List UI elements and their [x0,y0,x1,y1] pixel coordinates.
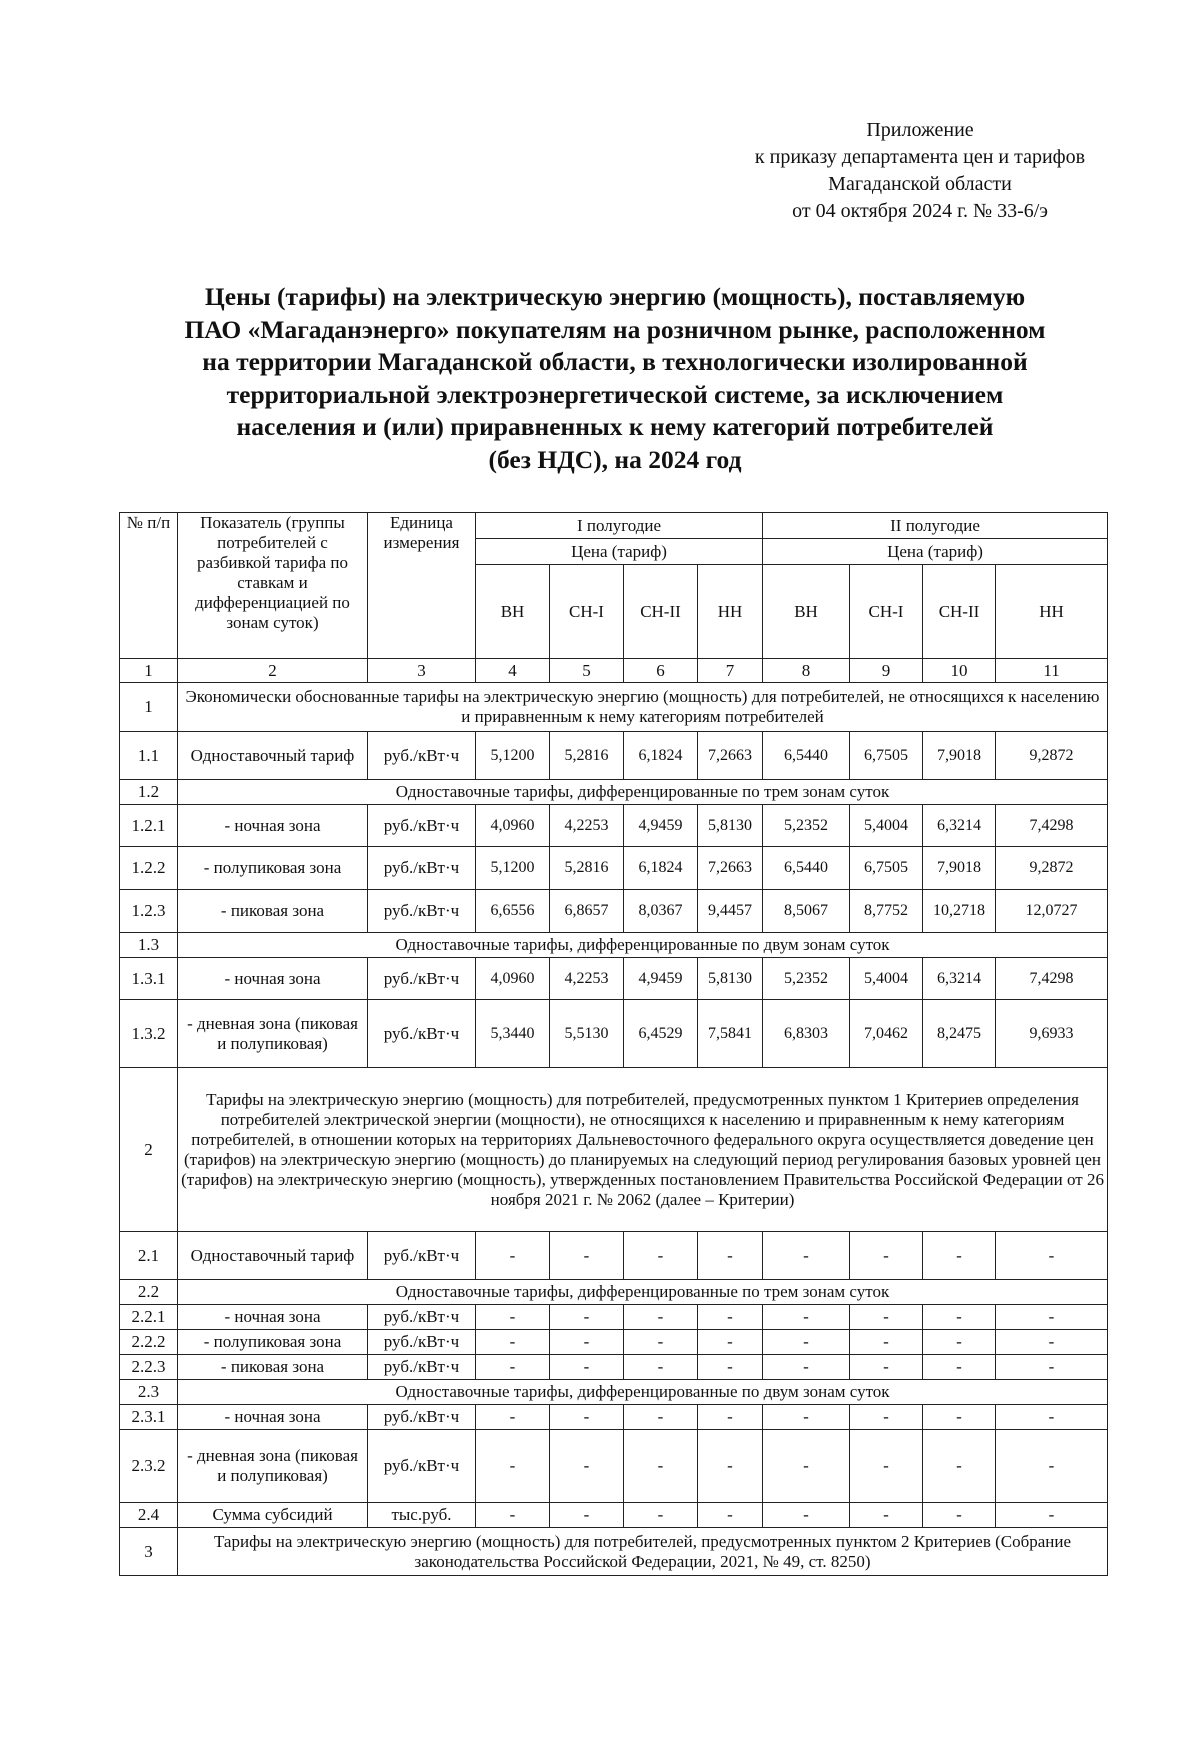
value-cell: 5,2816 [550,847,624,890]
group-label: Одноставочные тарифы, дифференцированные по двум зонам суток [178,1380,1108,1405]
row-label: - пиковая зона [178,890,368,933]
value-cell: 9,6933 [996,1000,1108,1068]
value-cell: - [763,1305,850,1330]
value-cell: - [850,1355,923,1380]
value-cell: 5,8130 [698,805,763,847]
title-line: (без НДС), на 2024 год [488,444,742,474]
row-label: Одноставочный тариф [178,1232,368,1280]
value-cell: - [923,1355,996,1380]
value-cell: 7,2663 [698,732,763,780]
value-cell: - [698,1503,763,1528]
value-cell: - [624,1305,698,1330]
row-unit: руб./кВт·ч [368,1305,476,1330]
group-label: Одноставочные тарифы, дифференцированные по трем зонам суток [178,780,1108,805]
value-cell: 7,9018 [923,732,996,780]
group-row [120,1280,1108,1305]
title-line: ПАО «Магаданэнерго» покупателям на розничном рынке, расположенном [184,314,1046,344]
value-cell: - [923,1503,996,1528]
table-row [120,732,1108,780]
value-cell: - [550,1405,624,1430]
row-unit: руб./кВт·ч [368,732,476,780]
value-cell: - [996,1503,1108,1528]
value-cell: 5,3440 [476,1000,550,1068]
level-header: ВН [763,565,850,659]
value-cell: - [698,1305,763,1330]
value-cell: 6,5440 [763,847,850,890]
document-title [110,281,1120,476]
row-num: 1.2.2 [120,847,178,890]
row-num: 2 [120,1068,178,1232]
row-num: 1.2.1 [120,805,178,847]
value-cell: 6,8657 [550,890,624,933]
value-cell: 6,3214 [923,958,996,1000]
row-num: 1.3.1 [120,958,178,1000]
row-num: 3 [120,1528,178,1576]
appendix-order-date: от 04 октября 2024 г. № 33-6/э [792,200,1048,222]
value-cell: 6,1824 [624,847,698,890]
value-cell: - [550,1355,624,1380]
value-cell: - [850,1405,923,1430]
table-row [120,1355,1108,1380]
header-half2: II полугодие [763,513,1108,539]
header-unit: Единица измерения [368,513,476,659]
row-label: Одноставочный тариф [178,732,368,780]
section-row [120,1068,1108,1232]
column-number: 1 [120,659,178,683]
column-number: 7 [698,659,763,683]
value-cell: - [763,1430,850,1503]
row-label: - ночная зона [178,1305,368,1330]
value-cell: - [476,1503,550,1528]
value-cell: 5,1200 [476,847,550,890]
value-cell: - [698,1330,763,1355]
row-num: 2.3 [120,1380,178,1405]
value-cell: - [698,1355,763,1380]
value-cell: - [763,1503,850,1528]
value-cell: 7,9018 [923,847,996,890]
value-cell: 4,0960 [476,958,550,1000]
table-row [120,1330,1108,1355]
value-cell: - [550,1503,624,1528]
group-row [120,1380,1108,1405]
section-text: Тарифы на электрическую энергию (мощность) для потребителей, предусмотренных пунктом 2 Критериев (Собрание законодательства Российской Федерации, 2021, № 49, ст. 8250) [178,1528,1108,1576]
header-indicator: Показатель (группы потребителей с разбивкой тарифа по ставкам и дифференциацией по зонам суток) [178,513,368,659]
value-cell: 7,0462 [850,1000,923,1068]
column-number: 8 [763,659,850,683]
table-row [120,805,1108,847]
row-label: - дневная зона (пиковая и полупиковая) [178,1430,368,1503]
value-cell: - [923,1232,996,1280]
row-label: - ночная зона [178,805,368,847]
row-unit: руб./кВт·ч [368,1430,476,1503]
row-unit: руб./кВт·ч [368,890,476,933]
value-cell: 6,5440 [763,732,850,780]
value-cell: 5,4004 [850,805,923,847]
group-label: Одноставочные тарифы, дифференцированные по трем зонам суток [178,1280,1108,1305]
row-unit: руб./кВт·ч [368,805,476,847]
group-row [120,933,1108,958]
row-label: - ночная зона [178,958,368,1000]
level-header: СН-II [624,565,698,659]
value-cell: - [476,1232,550,1280]
value-cell: 7,5841 [698,1000,763,1068]
row-num: 1.1 [120,732,178,780]
row-num: 1.2 [120,780,178,805]
row-num: 2.3.1 [120,1405,178,1430]
value-cell: - [476,1330,550,1355]
group-row [120,780,1108,805]
appendix-header [700,117,1140,225]
value-cell: 9,2872 [996,847,1108,890]
value-cell: 6,4529 [624,1000,698,1068]
value-cell: - [850,1232,923,1280]
value-cell: 8,0367 [624,890,698,933]
header-price: Цена (тариф) [476,539,763,565]
column-number: 5 [550,659,624,683]
row-label: - дневная зона (пиковая и полупиковая) [178,1000,368,1068]
row-unit: руб./кВт·ч [368,847,476,890]
title-line: Цены (тарифы) на электрическую энергию (мощность), поставляемую [204,282,1026,311]
tariff-table [119,512,1108,1576]
value-cell: - [624,1330,698,1355]
header-row [120,513,1108,539]
row-label: - пиковая зона [178,1355,368,1380]
row-unit: руб./кВт·ч [368,1000,476,1068]
value-cell: - [923,1405,996,1430]
value-cell: - [996,1330,1108,1355]
row-unit: руб./кВт·ч [368,1330,476,1355]
value-cell: - [550,1330,624,1355]
row-label: - полупиковая зона [178,847,368,890]
value-cell: - [698,1430,763,1503]
table-row [120,847,1108,890]
value-cell: - [624,1355,698,1380]
value-cell: - [923,1430,996,1503]
value-cell: 6,3214 [923,805,996,847]
value-cell: 6,7505 [850,732,923,780]
value-cell: - [996,1305,1108,1330]
value-cell: - [850,1330,923,1355]
value-cell: - [476,1305,550,1330]
value-cell: - [624,1430,698,1503]
row-unit: руб./кВт·ч [368,958,476,1000]
row-num: 2.3.2 [120,1430,178,1503]
value-cell: 4,2253 [550,958,624,1000]
value-cell: - [923,1305,996,1330]
value-cell: - [698,1405,763,1430]
row-num: 2.1 [120,1232,178,1280]
row-unit: руб./кВт·ч [368,1232,476,1280]
value-cell: 7,2663 [698,847,763,890]
table-row [120,1503,1108,1528]
level-header: СН-I [850,565,923,659]
value-cell: - [550,1232,624,1280]
section-row [120,1528,1108,1576]
section-text: Тарифы на электрическую энергию (мощность) для потребителей, предусмотренных пунктом 1 Критериев определения потребителей электрической энергии (мощности), не относящихся к населению и приравненным к нему категориям потребителей, в отношении которых на территориях Дальневосточного федерального округа осуществляется доведение цен (тарифов) на электрическую энергию (мощность) до планируемых на следующий период регулирования базовых уровней цен (тарифов) на электрическую энергию (мощность), утвержденных постановлением Правительства Российской Федерации от 26 ноября 2021 г. № 2062 (далее – Критерии) [178,1068,1108,1232]
value-cell: 8,2475 [923,1000,996,1068]
value-cell: 6,6556 [476,890,550,933]
table-row [120,958,1108,1000]
column-number: 10 [923,659,996,683]
row-unit: руб./кВт·ч [368,1355,476,1380]
value-cell: - [996,1355,1108,1380]
row-label: - ночная зона [178,1405,368,1430]
column-number: 4 [476,659,550,683]
row-num: 1.2.3 [120,890,178,933]
section-row [120,683,1108,732]
level-header: СН-II [923,565,996,659]
row-num: 1 [120,683,178,732]
header-num: № п/п [120,513,178,659]
row-num: 2.2.3 [120,1355,178,1380]
title-line: населения и (или) приравненных к нему категорий потребителей [236,412,994,441]
value-cell: - [476,1430,550,1503]
value-cell: 9,4457 [698,890,763,933]
value-cell: 5,2816 [550,732,624,780]
table-row [120,1000,1108,1068]
row-num: 2.4 [120,1503,178,1528]
value-cell: 5,1200 [476,732,550,780]
value-cell: - [476,1405,550,1430]
value-cell: - [550,1430,624,1503]
row-unit: тыс.руб. [368,1503,476,1528]
level-header: НН [698,565,763,659]
header-half1: I полугодие [476,513,763,539]
value-cell: - [698,1232,763,1280]
value-cell: - [850,1430,923,1503]
column-number: 11 [996,659,1108,683]
table-row [120,890,1108,933]
row-num: 1.3.2 [120,1000,178,1068]
column-number: 9 [850,659,923,683]
value-cell: - [996,1430,1108,1503]
value-cell: 9,2872 [996,732,1108,780]
row-label: - полупиковая зона [178,1330,368,1355]
value-cell: 10,2718 [923,890,996,933]
row-num: 2.2 [120,1280,178,1305]
value-cell: - [850,1305,923,1330]
value-cell: - [763,1330,850,1355]
level-header: НН [996,565,1108,659]
group-label: Одноставочные тарифы, дифференцированные по двум зонам суток [178,933,1108,958]
appendix-region: Магаданской области [828,173,1012,195]
value-cell: - [476,1355,550,1380]
row-num: 1.3 [120,933,178,958]
value-cell: 8,7752 [850,890,923,933]
value-cell: - [550,1305,624,1330]
value-cell: 6,8303 [763,1000,850,1068]
value-cell: - [763,1405,850,1430]
value-cell: - [763,1232,850,1280]
value-cell: 7,4298 [996,805,1108,847]
value-cell: 6,7505 [850,847,923,890]
value-cell: - [996,1405,1108,1430]
value-cell: - [996,1232,1108,1280]
value-cell: - [624,1232,698,1280]
column-number: 3 [368,659,476,683]
column-number: 6 [624,659,698,683]
value-cell: 4,0960 [476,805,550,847]
value-cell: - [763,1355,850,1380]
row-label: Сумма субсидий [178,1503,368,1528]
row-num: 2.2.2 [120,1330,178,1355]
value-cell: 4,2253 [550,805,624,847]
value-cell: 5,5130 [550,1000,624,1068]
level-header: СН-I [550,565,624,659]
header-price: Цена (тариф) [763,539,1108,565]
table-row [120,1305,1108,1330]
value-cell: 8,5067 [763,890,850,933]
value-cell: 5,8130 [698,958,763,1000]
row-unit: руб./кВт·ч [368,1405,476,1430]
column-number: 2 [178,659,368,683]
value-cell: 4,9459 [624,958,698,1000]
table-row [120,1405,1108,1430]
value-cell: - [850,1503,923,1528]
value-cell: 6,1824 [624,732,698,780]
value-cell: - [624,1405,698,1430]
value-cell: - [624,1503,698,1528]
title-line: на территории Магаданской области, в технологически изолированной [202,347,1028,376]
appendix-order-ref: к приказу департамента цен и тарифов [754,146,1086,168]
value-cell: 5,2352 [763,805,850,847]
value-cell: 4,9459 [624,805,698,847]
table-row [120,1430,1108,1503]
table-row [120,1232,1108,1280]
value-cell: - [923,1330,996,1355]
column-number-row [120,659,1108,683]
appendix-label: Приложение [866,119,974,141]
level-header: ВН [476,565,550,659]
section-text: Экономически обоснованные тарифы на электрическую энергию (мощность) для потребителей, не относящихся к населению и приравненным к нему категориям потребителей [178,683,1108,732]
row-num: 2.2.1 [120,1305,178,1330]
value-cell: 7,4298 [996,958,1108,1000]
value-cell: 5,2352 [763,958,850,1000]
title-line: территориальной электроэнергетической системе, за исключением [226,379,1004,409]
value-cell: 5,4004 [850,958,923,1000]
value-cell: 12,0727 [996,890,1108,933]
